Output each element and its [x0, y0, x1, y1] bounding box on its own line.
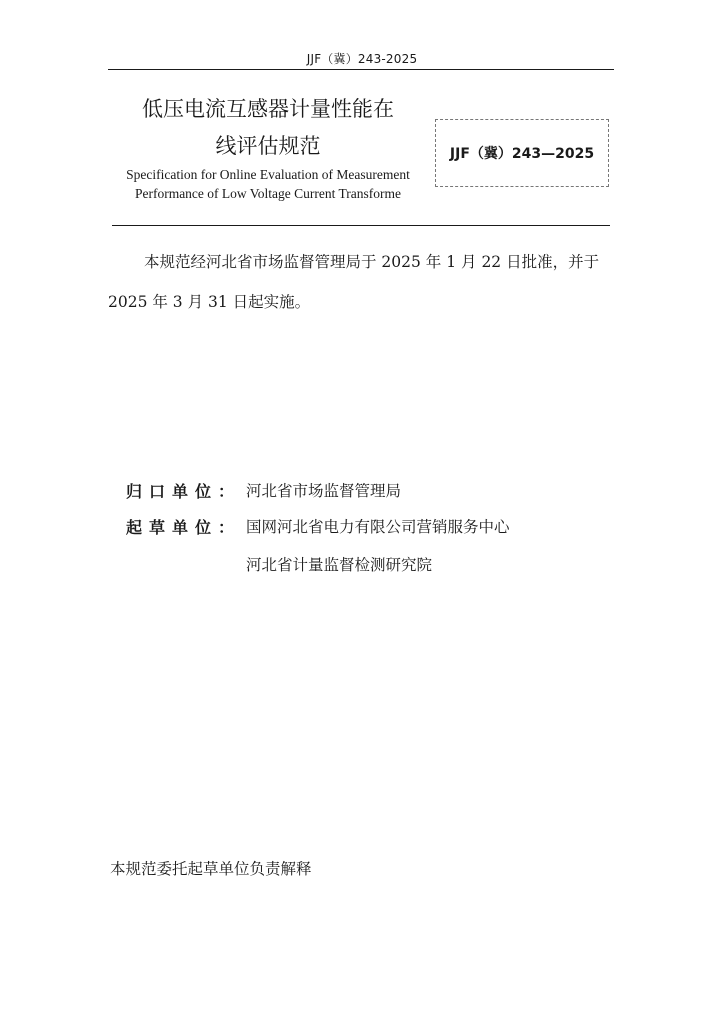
drafting-unit-label: 起草单位：: [126, 518, 242, 537]
drafting-unit-value-1: 国网河北省电力有限公司营销服务中心: [246, 518, 510, 536]
specification-code-box: [435, 119, 609, 187]
header-divider: [108, 69, 614, 70]
title-english-line1: Specification for Online Evaluation of Measurement: [126, 167, 410, 182]
responsible-unit-label: 归口单位：: [126, 482, 242, 501]
title-divider: [112, 225, 610, 226]
interpretation-note: 本规范委托起草单位负责解释: [110, 860, 312, 878]
approval-text-line1: 本规范经河北省市场监督管理局于 2025 年 1 月 22 日批准，并于: [144, 253, 600, 271]
title-english-line2: Performance of Low Voltage Current Transforme: [134, 186, 402, 201]
title-chinese-line1: 低压电流互感器计量性能在: [142, 97, 394, 121]
approval-text-line2: 2025 年 3 月 31 日起实施。: [108, 293, 311, 311]
responsible-unit-value: 河北省市场监督管理局: [246, 482, 402, 500]
specification-code: JJF（冀）243—2025: [449, 146, 595, 162]
drafting-unit-value-2: 河北省计量监督检测研究院: [246, 556, 433, 574]
title-chinese-line2: 线评估规范: [215, 134, 321, 158]
header-code: JJF（冀）243-2025: [306, 52, 418, 66]
